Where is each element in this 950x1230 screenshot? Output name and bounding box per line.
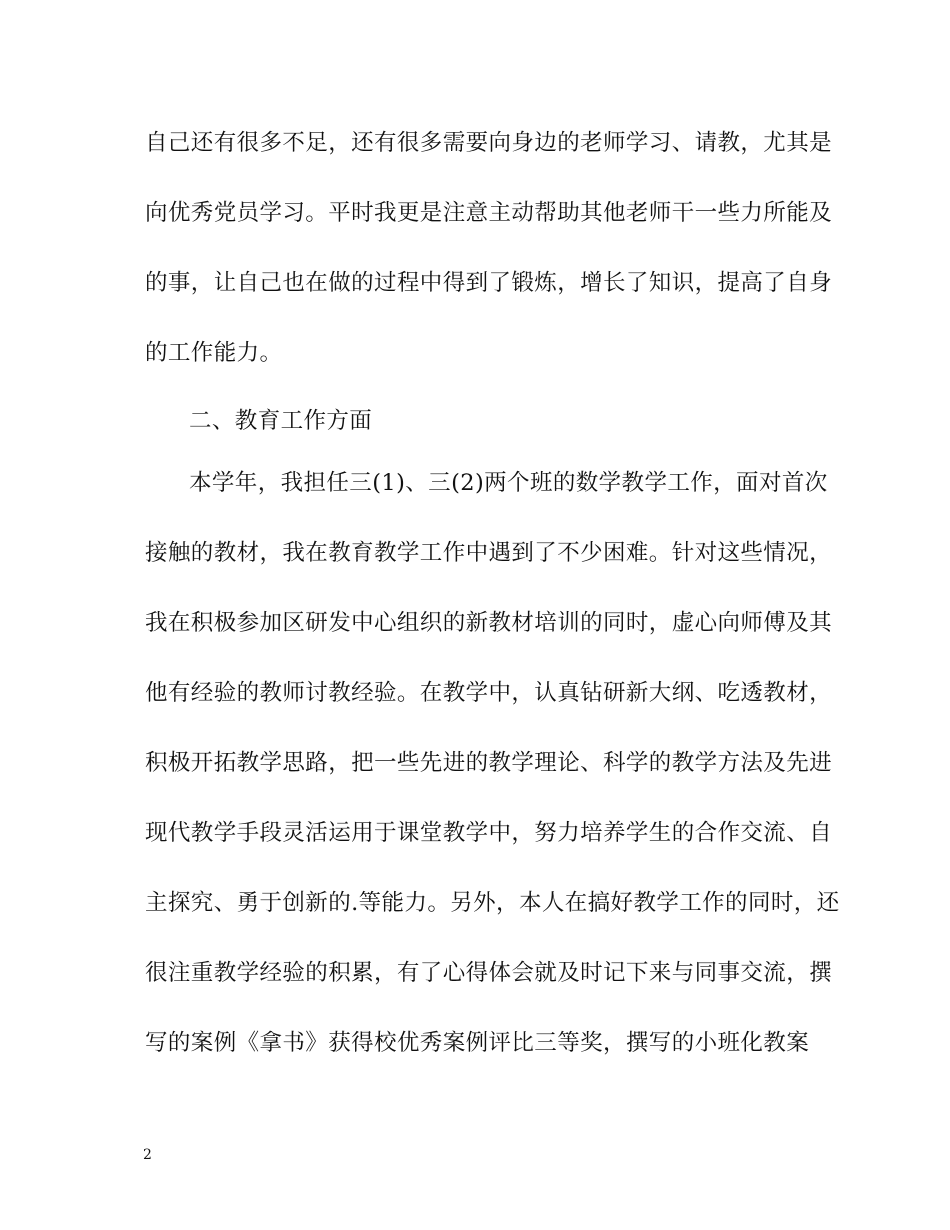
body-text-line: 很注重教学经验的积累，有了心得体会就及时记下来与同事交流，撰 (145, 960, 833, 986)
body-text-line: 积极开拓教学思路，把一些先进的教学理论、科学的教学方法及先进 (145, 750, 833, 776)
body-text-line: 写的案例《拿书》获得校优秀案例评比三等奖，撰写的小班化教案 (145, 1030, 810, 1056)
body-text-line: 接触的教材，我在教育教学工作中遇到了不少困难。针对这些情况， (145, 540, 833, 566)
body-text-line: 的工作能力。 (145, 340, 283, 366)
body-text-line: 自己还有很多不足，还有很多需要向身边的老师学习、请教，尤其是 (145, 130, 833, 156)
page-number: 2 (143, 1147, 152, 1163)
paragraph-first-line: 本学年，我担任三(1)、三(2)两个班的数学教学工作，面对首次 (189, 470, 828, 496)
section-heading: 二、教育工作方面 (189, 408, 373, 434)
body-text-line: 现代教学手段灵活运用于课堂教学中，努力培养学生的合作交流、自 (145, 820, 833, 846)
body-text-line: 主探究、勇于创新的.等能力。另外，本人在搞好教学工作的同时，还 (145, 890, 840, 916)
body-text-line: 他有经验的教师讨教经验。在教学中，认真钻研新大纲、吃透教材， (145, 680, 833, 706)
body-text-line: 我在积极参加区研发中心组织的新教材培训的同时，虚心向师傅及其 (145, 610, 833, 636)
body-text-line: 的事，让自己也在做的过程中得到了锻炼，增长了知识，提高了自身 (145, 270, 833, 296)
body-text-line: 向优秀党员学习。平时我更是注意主动帮助其他老师干一些力所能及 (145, 200, 833, 226)
